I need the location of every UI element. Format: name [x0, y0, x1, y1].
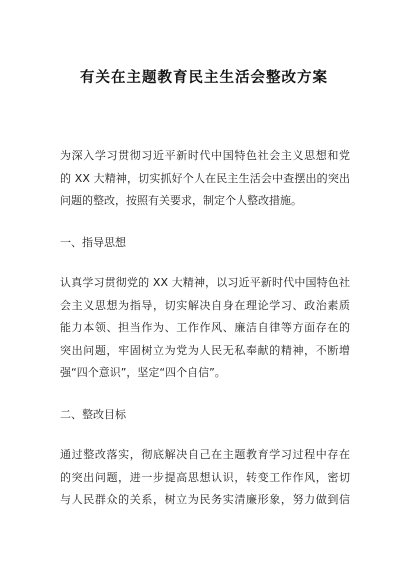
document-title: 有关在主题教育民主生活会整改方案 [80, 70, 328, 86]
section-heading-guiding-ideology: 一、指导思想 [60, 236, 126, 249]
paragraph-line: 认真学习贯彻党的 XX 大精神，以习近平新时代中国特色社 [60, 276, 350, 289]
intro-paragraph [60, 145, 350, 213]
paragraph-line: 会主义思想为指导，切实解决自身在理论学习、政治素质 [60, 298, 350, 312]
paragraph-line: 的突出问题，进一步提高思想认识，转变工作作风，密切 [60, 470, 350, 484]
paragraph-line: 与人民群众的关系，树立为民务实清廉形象，努力做到信 [60, 493, 350, 506]
section2-paragraph [60, 444, 350, 512]
paragraph-line: 的 XX 大精神，切实抓好个人在民主生活会中查摆出的突出 [60, 171, 350, 185]
paragraph-line: 强“四个意识”，坚定“四个自信”。 [60, 366, 226, 379]
paragraph-line: 为深入学习贯彻习近平新时代中国特色社会主义思想和党 [60, 149, 350, 162]
paragraph-line: 问题的整改，按照有关要求，制定个人整改措施。 [60, 194, 302, 207]
paragraph-line: 突出问题，牢固树立为党为人民无私奉献的精神，不断增 [60, 343, 350, 357]
section1-paragraph [60, 272, 350, 385]
section-heading-rectification-goals: 二、整改目标 [60, 408, 126, 421]
paragraph-line: 通过整改落实，彻底解决自己在主题教育学习过程中存在 [60, 448, 350, 461]
paragraph-line: 能力本领、担当作为、工作作风、廉洁自律等方面存在的 [60, 321, 350, 334]
